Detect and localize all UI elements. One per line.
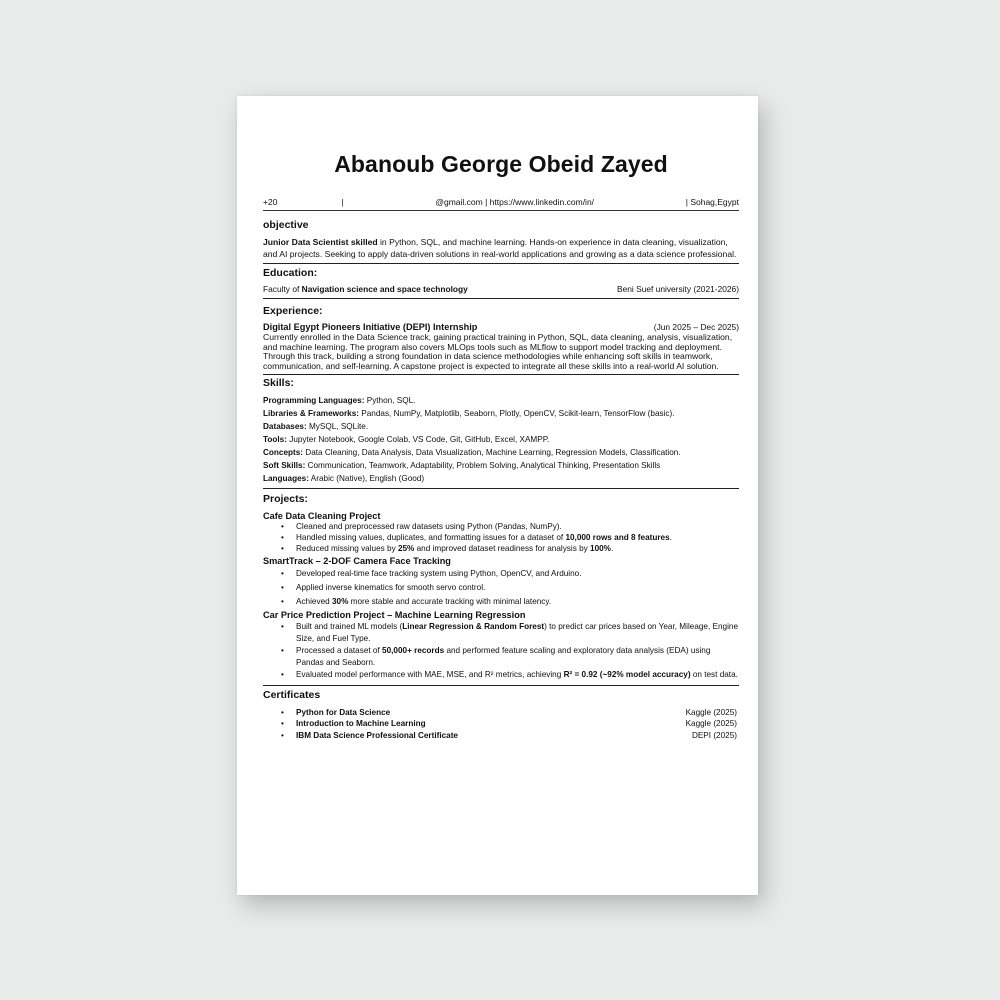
projects-section <box>263 510 739 686</box>
skill-label: Databases: <box>263 422 307 432</box>
experience-description: Currently enrolled in the Data Science track, gaining practical training in Python, SQL, data cleaning, analysis, visualization, and machine learning. The program also covers MLOps tools such as MLflow to support model tracking and deployment. Through this track, building a strong foundation in data science methodologies while enhancing soft skills in teamwork, communication, and self-learning. A capstone project is expected to integrate all these skills into a real-world AI solution. <box>263 332 733 371</box>
certificates-heading: Certificates <box>263 688 321 701</box>
skill-value: MySQL, SQLite. <box>306 422 369 432</box>
resume-page <box>237 96 758 895</box>
project-car-price-bullets <box>263 621 739 681</box>
project-title-cafe: Cafe Data Cleaning Project <box>263 511 381 522</box>
skill-value: Python, SQL. <box>364 396 416 406</box>
list-item <box>296 544 739 554</box>
list-item <box>296 669 739 681</box>
skill-languages <box>263 472 739 485</box>
education-heading: Education: <box>263 267 318 279</box>
skills-heading: Skills: <box>263 377 294 390</box>
bullet-bold: Linear Regression & Random Forest <box>402 622 545 632</box>
skill-label: Concepts: <box>263 448 304 458</box>
education-row <box>263 284 739 295</box>
objective-text <box>263 236 739 260</box>
bullet-text: Built and trained ML models ( <box>296 622 403 632</box>
certificate-issuer: Kaggle (2025) <box>685 707 737 717</box>
project-title-car-price: Car Price Prediction Project – Machine Learning Regression <box>263 610 526 621</box>
bullet-text: and improved dataset readiness for analysis by <box>414 544 591 554</box>
experience-heading: Experience: <box>263 305 323 317</box>
certificate-issuer: Kaggle (2025) <box>685 719 737 729</box>
certificate-item <box>296 708 737 719</box>
experience-role: Digital Egypt Pioneers Initiative (DEPI) Internship <box>263 322 478 332</box>
skill-concepts <box>263 446 739 459</box>
project-title-smarttrack: SmartTrack – 2-DOF Camera Face Tracking <box>263 556 451 567</box>
certificate-name: • IBM Data Science Professional Certificate <box>296 730 458 740</box>
skill-label: Programming Languages: <box>263 396 365 406</box>
contact-separator: | <box>341 197 344 207</box>
skill-value: Communication, Teamwork, Adaptability, Problem Solving, Analytical Thinking, Presentation Skills <box>305 461 661 471</box>
bullet-text: . <box>610 544 614 554</box>
certificate-item <box>296 719 737 730</box>
bullet-text: Reduced missing values by <box>296 544 398 554</box>
bullet-bold: 25% <box>397 544 415 554</box>
contact-location: | Sohag,Egypt <box>685 197 739 207</box>
skill-label: Tools: <box>263 435 287 445</box>
certificate-issuer: DEPI (2025) <box>691 730 737 740</box>
list-item <box>296 645 739 668</box>
skill-value: Jupyter Notebook, Google Colab, VS Code, Git, GitHub, Excel, XAMPP. <box>286 435 550 445</box>
objective-section <box>263 236 739 264</box>
bullet-text: Processed a dataset of <box>296 646 383 656</box>
list-item <box>296 595 739 608</box>
bullet-bold: 30% <box>331 597 349 607</box>
skill-tools <box>263 433 739 446</box>
list-item: • Developed real-time face tracking system using Python, OpenCV, and Arduino. <box>296 567 739 580</box>
certificate-item <box>296 731 737 742</box>
bullet-text: Evaluated model performance with MAE, MSE, and R² metrics, achieving <box>296 670 564 680</box>
bullet-text: . <box>669 533 672 543</box>
list-item <box>296 621 739 644</box>
bullet-text: and performed feature scaling and exploratory data analysis (EDA) using Pandas and Seaborn. <box>296 646 711 667</box>
skill-databases <box>263 420 739 433</box>
bullet-text: ) to predict car prices based on Year, Mileage, Engine Size, and Fuel Type. <box>296 622 739 643</box>
bullet-bold: 10,000 rows and 8 features <box>565 533 670 543</box>
faculty-prefix: Faculty of <box>263 284 302 294</box>
list-item <box>296 533 739 543</box>
certificate-name: • Python for Data Science <box>296 707 391 717</box>
contact-line <box>263 197 739 211</box>
faculty-name: Navigation science and space technology <box>301 284 468 294</box>
list-item: • Applied inverse kinematics for smooth servo control. <box>296 581 739 594</box>
certificates-list <box>263 708 739 742</box>
experience-section <box>263 322 739 375</box>
bullet-bold: 100% <box>590 544 611 554</box>
skill-value: Arabic (Native), English (Good) <box>308 474 425 484</box>
project-cafe-bullets <box>263 522 739 554</box>
skill-label: Languages: <box>263 474 309 484</box>
objective-body: in Python, SQL, and machine learning. Hands-on experience in data cleaning, visualization, and AI projects. Seeking to apply data-driven solutions in real-world applications and growing as a data science professional. <box>263 237 737 259</box>
skill-soft-skills <box>263 459 739 472</box>
bullet-text: more stable and accurate tracking with minimal latency. <box>348 597 552 607</box>
contact-left <box>263 197 344 208</box>
certificate-name: • Introduction to Machine Learning <box>296 719 426 729</box>
bullet-bold: 50,000+ records <box>382 646 445 656</box>
projects-heading: Projects: <box>263 493 308 506</box>
skill-value: Data Cleaning, Data Analysis, Data Visualization, Machine Learning, Regression Models, Classification. <box>303 448 681 458</box>
bullet-text: on test data. <box>690 670 738 680</box>
skill-label: Soft Skills: <box>263 461 306 471</box>
skill-libraries <box>263 407 739 420</box>
objective-lead: Junior Data Scientist skilled <box>263 237 378 247</box>
education-section <box>263 284 739 299</box>
skill-label: Libraries & Frameworks: <box>263 409 360 419</box>
contact-email-linkedin[interactable]: @gmail.com | https://www.linkedin.com/in/ <box>435 197 595 207</box>
skills-section <box>263 394 739 489</box>
bullet-text: Achieved <box>296 597 332 607</box>
skill-programming <box>263 394 739 407</box>
project-smarttrack-bullets <box>263 567 739 608</box>
education-university: Beni Suef university (2021-2026) <box>617 284 739 294</box>
skill-value: Pandas, NumPy, Matplotlib, Seaborn, Plotly, OpenCV, Scikit-learn, TensorFlow (basic). <box>359 409 675 419</box>
contact-phone: +20 <box>263 197 278 207</box>
candidate-name: Abanoub George Obeid Zayed <box>334 151 668 177</box>
education-faculty <box>263 284 468 295</box>
list-item: • Cleaned and preprocessed raw datasets using Python (Pandas, NumPy). <box>296 522 739 532</box>
bullet-text: Handled missing values, duplicates, and formatting issues for a dataset of <box>296 533 566 543</box>
objective-heading: objective <box>263 219 309 231</box>
experience-dates: (Jun 2025 – Dec 2025) <box>653 322 739 332</box>
bullet-bold: R² = 0.92 (~92% model accuracy) <box>563 670 691 680</box>
